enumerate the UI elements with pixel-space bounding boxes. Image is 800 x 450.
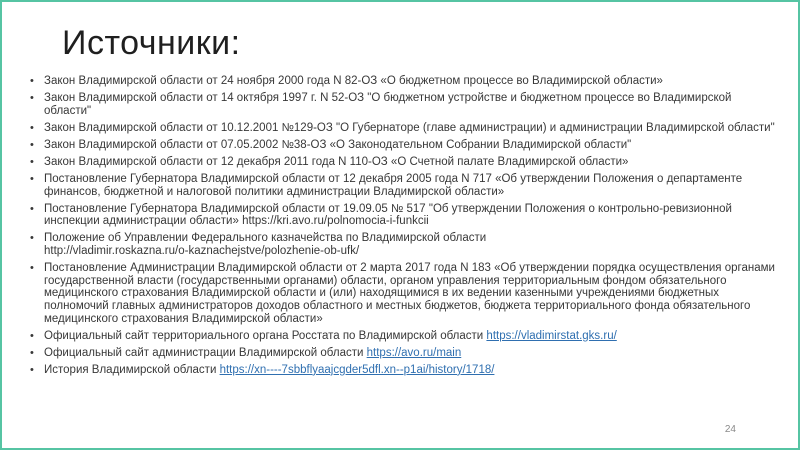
source-link[interactable]: https://vladimirstat.gks.ru/ [486,329,617,342]
sources-list [28,75,780,381]
page-number: 24 [724,424,736,435]
source-item [28,203,780,228]
source-text: Постановление Губернатора Владимирской области от 12 декабря 2005 года N 717 «Об утверждении Положения о департаменте финансов, бюджетной и налоговой политики администрации Владимирской области» [44,173,743,198]
source-text: Постановление Губернатора Владимирской области от 19.09.05 № 517 "Об утверждении Положения о контрольно-ревизионной инспекции администрации области» [44,202,732,228]
source-item [28,139,780,152]
source-item [28,232,780,257]
source-item [28,262,780,325]
source-item [28,364,780,377]
source-text: Постановление Администрации Владимирской области от 2 марта 2017 года N 183 «Об утверждении порядка осуществления органами государственной власти (государственными органами) области, органом управления территориальным фондом обязательного медицинского страхования Владимирской области и (или) находящимися в их ведении казенными учреждениями бюджетных полномочий главных администраторов доходов областного и местных бюджетов, бюджета территориального фонда обязательного медицинского страхования Владимирской области» [44,262,775,325]
source-item [28,122,780,135]
source-link[interactable]: https://xn----7sbbflyaajcgder5dfl.xn--p1ai/history/1718/ [219,363,495,376]
source-text: Закон Владимирской области от 12 декабря 2011 года N 110-ОЗ «О Счетной палате Владимирской области» [44,155,629,168]
source-text: Официальный сайт администрации Владимирской области [44,346,364,359]
source-text: Официальный сайт территориального органа Росстата по Владимирской области [44,329,484,342]
source-item [28,156,780,169]
source-item [28,75,780,88]
source-url[interactable]: https://kri.avo.ru/polnomocia-i-funkcii [242,215,429,228]
source-item [28,347,780,360]
source-url[interactable]: http://vladimir.roskazna.ru/o-kaznachejstve/polozhenie-ob-ufk/ [44,245,360,258]
source-text: Закон Владимирской области от 10.12.2001 №129-ОЗ "О Губернаторе (главе администрации) и администрации Владимирской области" [44,121,775,134]
source-text: История Владимирской области [44,363,217,376]
source-item [28,92,780,117]
source-text: Положение об Управлении Федерального казначейства по Владимирской области [44,232,487,245]
source-text: Закон Владимирской области от 14 октября 1997 г. N 52-ОЗ "О бюджетном устройстве и бюджетном процессе во Владимирской области" [44,92,732,117]
source-text: Закон Владимирской области от 07.05.2002 №38-ОЗ «О Законодательном Собрании Владимирской области" [44,138,632,151]
source-link[interactable]: https://avo.ru/main [366,346,462,359]
source-text: Закон Владимирской области от 24 ноября 2000 года N 82-ОЗ «О бюджетном процессе во Владимирской области» [44,75,663,87]
source-item [28,173,780,198]
source-item [28,330,780,343]
slide-title: Источники: [62,24,241,62]
